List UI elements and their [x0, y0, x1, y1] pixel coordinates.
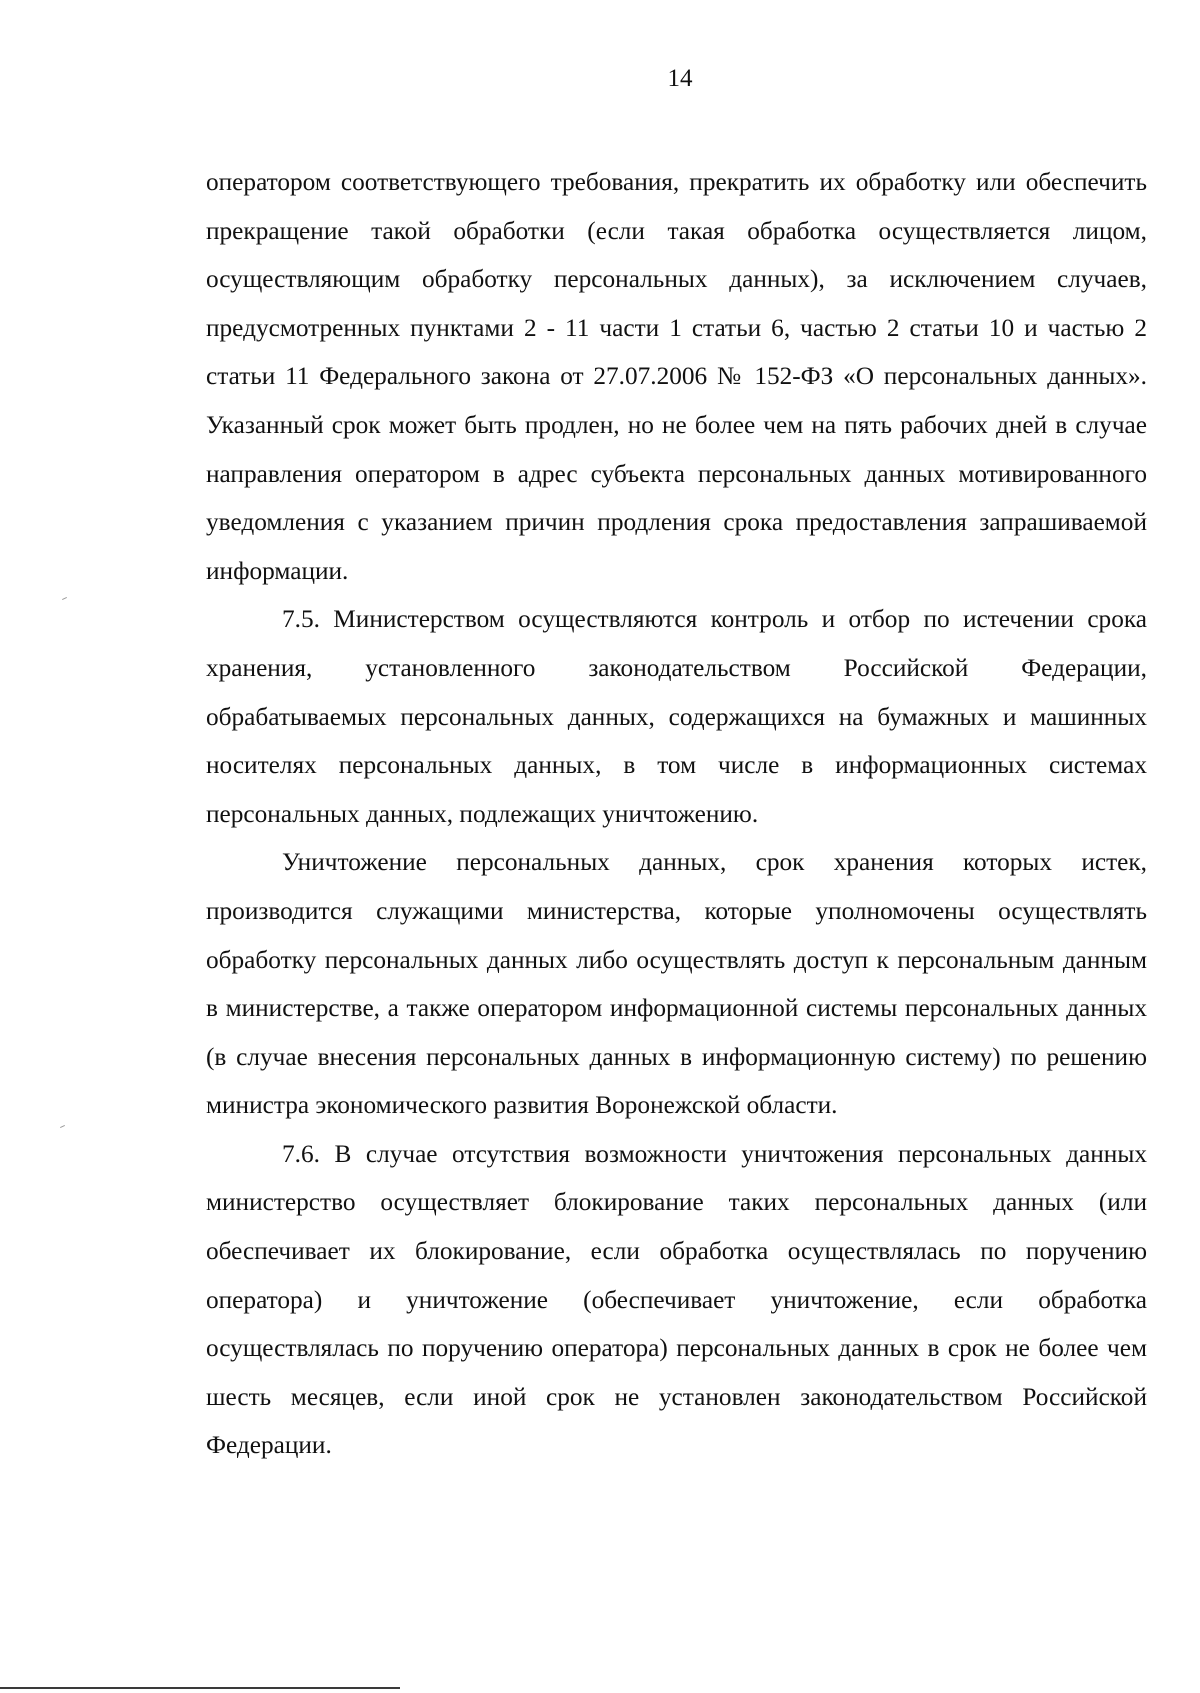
- page-number: 14: [667, 65, 693, 92]
- paragraph-clause-7-6: 7.6. В случае отсутствия возможности уничтожения персональных данных министерство осуществляет блокирование таких персональных данных (или обеспечивает их блокирование, если обработка осуществлялась по поручению оператора) и уничтожение (обеспечивает уничтожение, если обработка осуществлялась по поручению оператора) персональных данных в срок не более чем шесть месяцев, если иной срок не установлен законодательством Российской Федерации.: [206, 1139, 1147, 1460]
- document-body: [206, 158, 1147, 1470]
- paragraph-destruction: Уничтожение персональных данных, срок хранения которых истек, производится служащими министерства, которые уполномочены осуществлять обработку персональных данных либо осуществлять доступ к персональным данным в министерстве, а также оператором информационной системы персональных данных (в случае внесения персональных данных в информационную систему) по решению министра экономического развития Воронежской области.: [206, 848, 1147, 1120]
- scan-edge-line: [0, 1687, 400, 1689]
- scan-speck: [62, 597, 67, 600]
- scan-speck: [60, 1125, 65, 1128]
- paragraph-clause-7-5: 7.5. Министерством осуществляются контроль и отбор по истечении срока хранения, установленного законодательством Российской Федерации, обрабатываемых персональных данных, содержащихся на бумажных и машинных носителях персональных данных, в том числе в информационных системах персональных данных, подлежащих уничтожению.: [206, 605, 1147, 828]
- paragraph-continuation: оператором соответствующего требования, прекратить их обработку или обеспечить прекращение такой обработки (если такая обработка осуществляется лицом, осуществляющим обработку персональных данных), за исключением случаев, предусмотренных пунктами 2 - 11 части 1 статьи 6, частью 2 статьи 10 и частью 2 статьи 11 Федерального закона от 27.07.2006 № 152-ФЗ «О персональных данных». Указанный срок может быть продлен, но не более чем на пять рабочих дней в случае направления оператором в адрес субъекта персональных данных мотивированного уведомления с указанием причин продления срока предоставления запрашиваемой информации.: [206, 168, 1147, 585]
